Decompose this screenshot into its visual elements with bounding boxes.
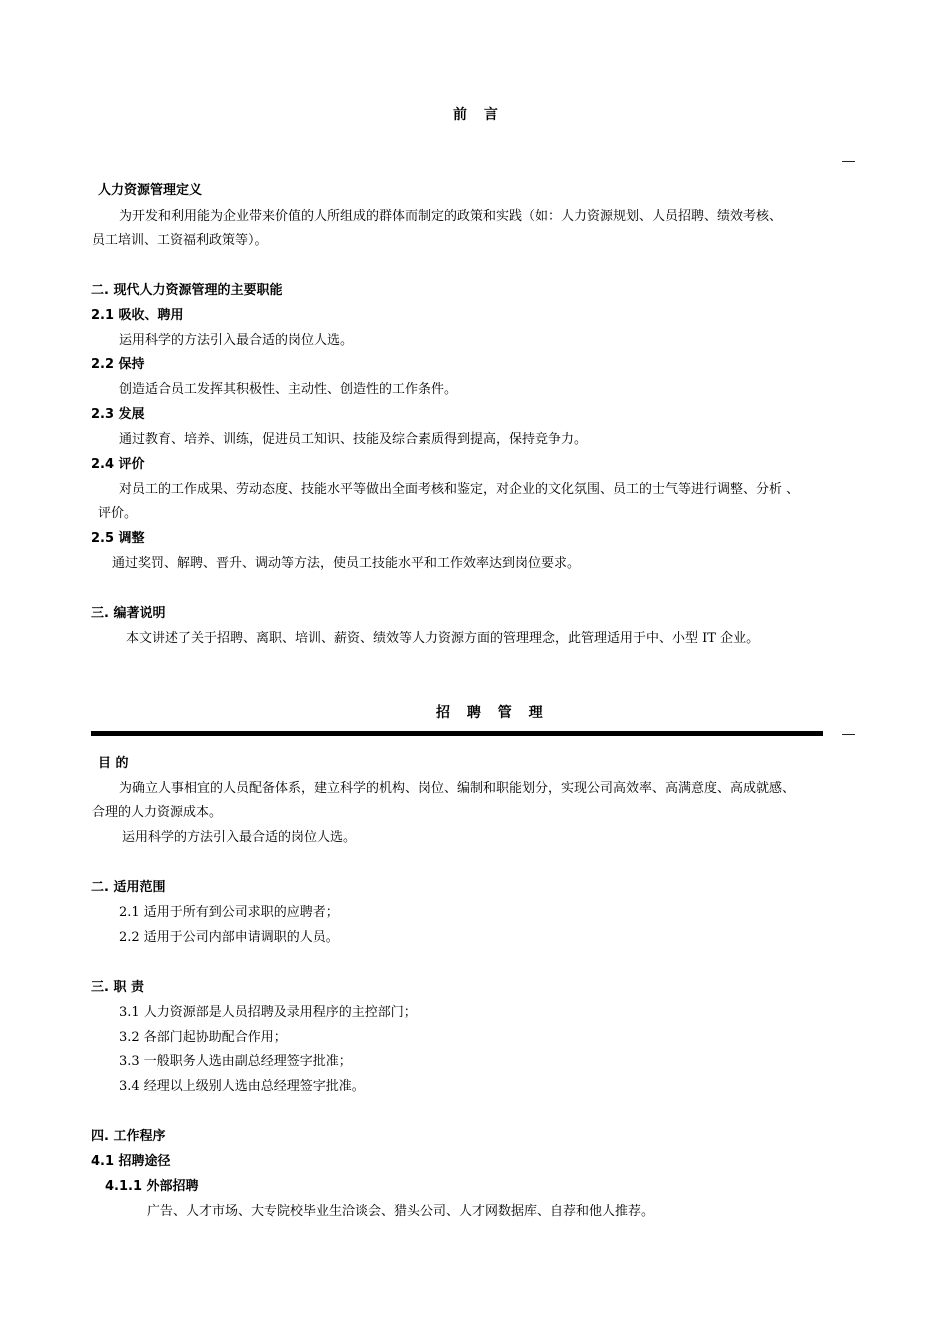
recruit-dash: —: [842, 726, 855, 741]
recruit-section-3-item: 3.3 一般职务人选由副总经理签字批准；: [119, 1054, 352, 1069]
preface-section-2-4-text: 对员工的工作成果、劳动态度、技能水平等做出全面考核和鉴定，对企业的文化氛围、员工的士气等进行调整、分析 、: [119, 482, 800, 497]
recruit-section-3-item: 3.4 经理以上级别人选由总经理签字批准。: [119, 1079, 365, 1094]
preface-section-1-text: 为开发和利用能为企业带来价值的人所组成的群体而制定的政策和实践（如：人力资源规划、人员招聘、绩效考核、: [119, 209, 783, 224]
recruit-section-2-heading: 二. 适用范围: [91, 880, 166, 895]
preface-section-2-4-heading: 2.4 评价: [91, 457, 145, 472]
recruit-section-1-heading: 目 的: [98, 756, 129, 771]
preface-section-2-2-heading: 2.2 保持: [91, 357, 145, 372]
preface-section-2-3-heading: 2.3 发展: [91, 407, 145, 422]
preface-title: 前 言: [453, 107, 504, 123]
recruit-section-3-item: 3.1 人力资源部是人员招聘及录用程序的主控部门；: [119, 1005, 417, 1020]
preface-section-2-heading: 二. 现代人力资源管理的主要职能: [91, 283, 283, 298]
recruit-section-2-item: 2.2 适用于公司内部申请调职的人员。: [119, 930, 339, 945]
recruit-title: 招 聘 管 理: [436, 705, 549, 721]
preface-section-2-4-text-cont: 评价。: [98, 506, 138, 521]
preface-section-3-heading: 三. 编著说明: [91, 606, 166, 621]
preface-section-2-5-heading: 2.5 调整: [91, 531, 145, 546]
preface-section-1-text-cont: 员工培训、工资福利政策等）。: [92, 233, 268, 248]
recruit-section-4-1-1-heading: 4.1.1 外部招聘: [105, 1179, 199, 1194]
preface-section-1-heading: 人力资源管理定义: [98, 183, 203, 198]
recruit-section-2-item: 2.1 适用于所有到公司求职的应聘者；: [119, 905, 339, 920]
preface-section-2-1-heading: 2.1 吸收、聘用: [91, 308, 184, 323]
preface-section-2-5-text: 通过奖罚、解聘、晋升、调动等方法，使员工技能水平和工作效率达到岗位要求。: [112, 556, 581, 571]
recruit-section-4-1-1-text: 广告、人才市场、大专院校毕业生洽谈会、猎头公司、人才网数据库、自荐和他人推荐。: [147, 1204, 655, 1219]
recruit-section-3-heading: 三. 职 责: [91, 980, 144, 995]
preface-section-2-2-text: 创造适合员工发挥其积极性、主动性、创造性的工作条件。: [119, 382, 458, 397]
title-divider-rule: [91, 731, 823, 736]
preface-dash: —: [842, 153, 855, 168]
preface-section-3-text: 本文讲述了关于招聘、离职、培训、薪资、绩效等人力资源方面的管理理念，此管理适用于中、小型 IT 企业。: [126, 631, 760, 646]
recruit-section-4-1-heading: 4.1 招聘途径: [91, 1154, 171, 1169]
recruit-section-4-heading: 四. 工作程序: [91, 1129, 166, 1144]
preface-section-2-1-text: 运用科学的方法引入最合适的岗位人选。: [119, 333, 354, 348]
recruit-section-3-item: 3.2 各部门起协助配合作用；: [119, 1030, 287, 1045]
recruit-section-1-text-cont: 合理的人力资源成本。: [92, 805, 223, 820]
recruit-section-1-text-2: 运用科学的方法引入最合适的岗位人选。: [122, 830, 357, 845]
recruit-section-1-text: 为确立人事相宜的人员配备体系，建立科学的机构、岗位、编制和职能划分，实现公司高效率、高满意度、高成就感、: [119, 781, 796, 796]
preface-section-2-3-text: 通过教育、培养、训练，促进员工知识、技能及综合素质得到提高，保持竞争力。: [119, 432, 588, 447]
